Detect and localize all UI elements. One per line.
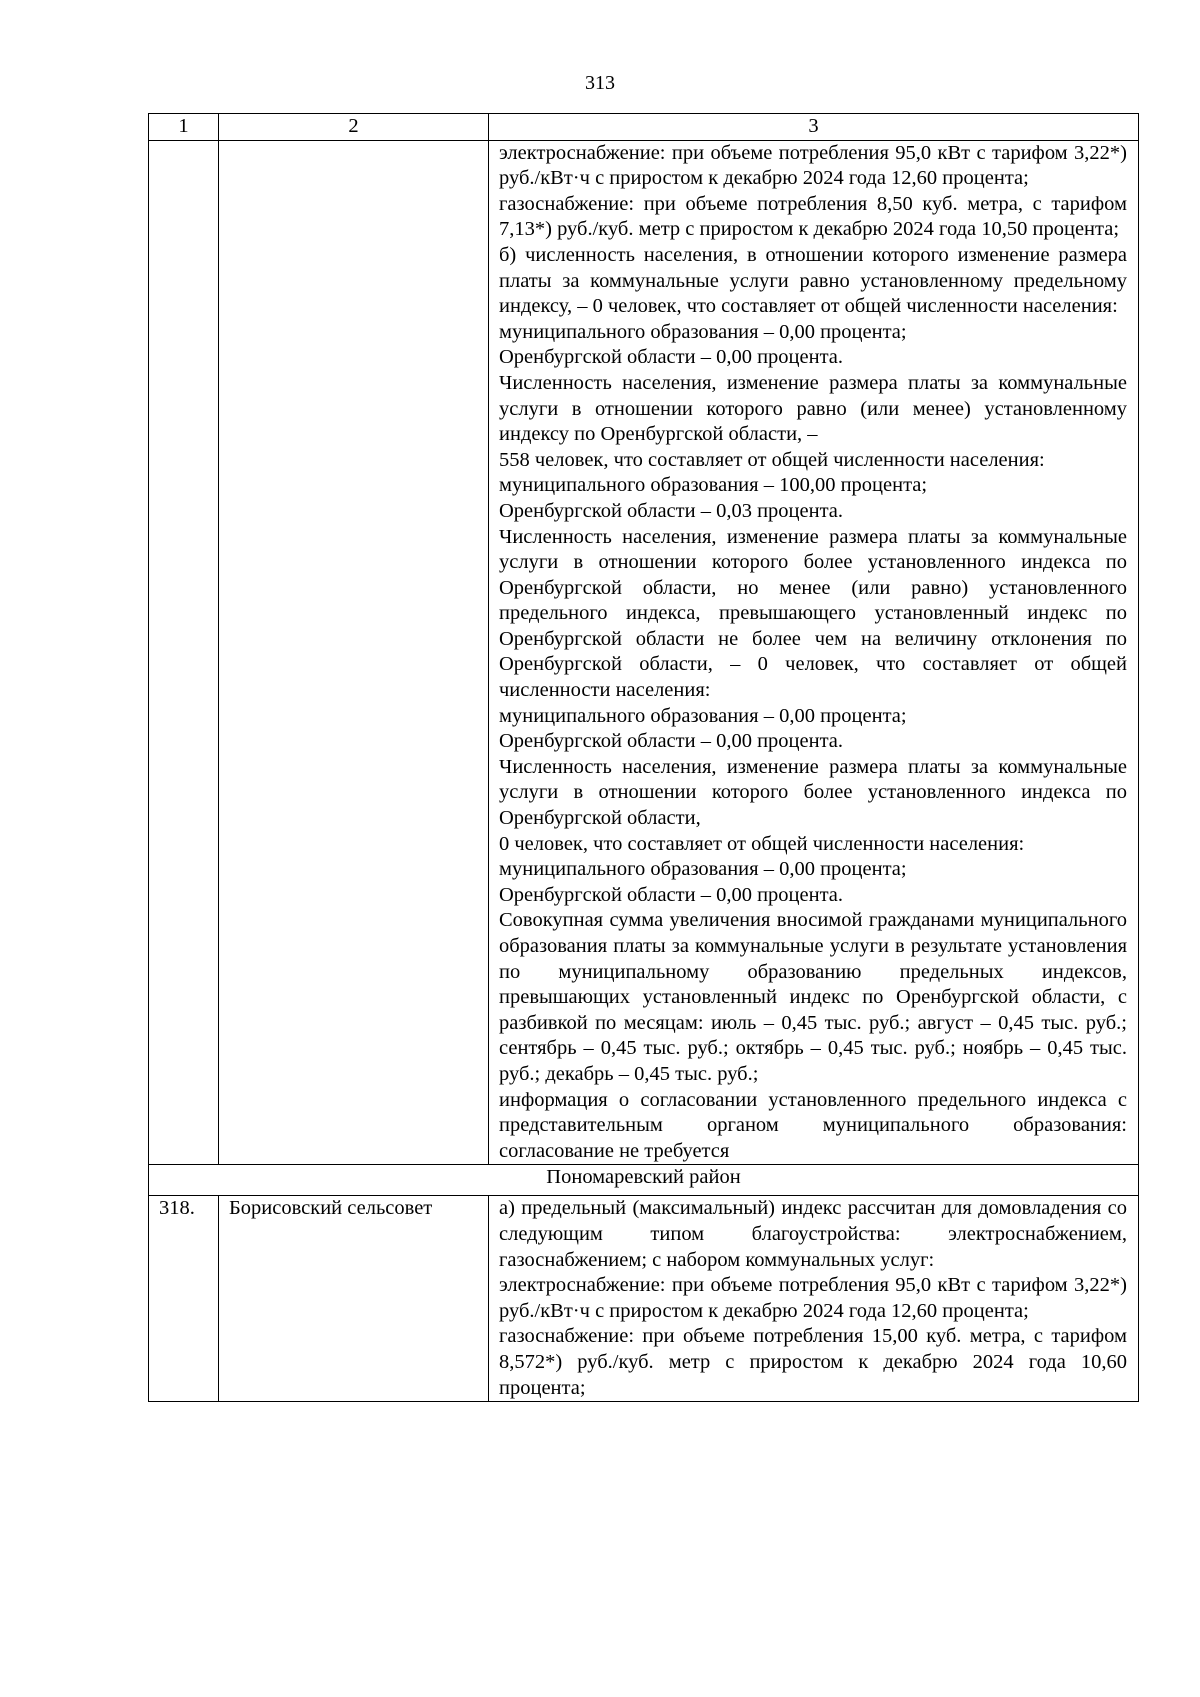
text-paragraph: 0 человек, что составляет от общей численности населения: <box>499 832 1025 855</box>
text-paragraph: Оренбургской области – 0,00 процента. <box>499 346 844 369</box>
page-number: 313 <box>585 72 615 94</box>
region-row <box>149 1165 1139 1196</box>
text-paragraph: муниципального образования – 0,00 процента; <box>499 704 907 727</box>
text-paragraph: информация о согласовании установленного предельного индекса с представительным органом муниципального образования: согласование не требуется <box>499 1088 1127 1162</box>
row-text-cell <box>489 140 1139 1165</box>
data-table <box>148 113 1139 1402</box>
text-paragraph: б) численность населения, в отношении которого изменение размера платы за коммунальные услуги равно установленному предельному индексу, – 0 человек, что составляет от общей численности населения: <box>499 243 1127 318</box>
row-number: 318. <box>149 1196 219 1402</box>
region-label: Пономаревский район <box>149 1165 1139 1196</box>
column-header-1: 1 <box>149 114 219 141</box>
text-paragraph: муниципального образования – 100,00 процента; <box>499 474 928 497</box>
text-paragraph: муниципального образования – 0,00 процента; <box>499 320 907 343</box>
column-header-3: 3 <box>489 114 1139 141</box>
text-paragraph: Оренбургской области – 0,00 процента. <box>499 730 844 753</box>
row-number-cell-empty <box>149 140 219 1165</box>
text-paragraph: Численность населения, изменение размера платы за коммунальные услуги в отношении которого более установленного индекса по Оренбургской области, <box>499 755 1127 830</box>
text-paragraph: муниципального образования – 0,00 процента; <box>499 858 907 881</box>
text-paragraph: Совокупная сумма увеличения вносимой гражданами муниципального образования платы за коммунальные услуги в результате установления по муниципальному образованию предельных индексов, превышающих установленный индекс по Оренбургской области, с разбивкой по месяцам: июль – 0,45 тыс. руб.; август – 0,45 тыс. руб.; сентябрь – 0,45 тыс. руб.; октябрь – 0,45 тыс. руб.; ноябрь – 0,45 тыс. руб.; декабрь – 0,45 тыс. руб.; <box>499 909 1127 1085</box>
text-paragraph: а) предельный (максимальный) индекс рассчитан для домовладения со следующим типом благоустройства: электроснабжением, газоснабжением; с набором коммунальных услуг: <box>499 1197 1127 1271</box>
text-paragraph: электроснабжение: при объеме потребления 95,0 кВт с тарифом 3,22*) руб./кВт·ч с приростом к декабрю 2024 года 12,60 процента; <box>499 1274 1127 1322</box>
row-text-cell <box>489 1196 1139 1402</box>
column-header-2: 2 <box>219 114 489 141</box>
table-row-318 <box>149 1196 1139 1402</box>
row-name-cell-empty <box>219 140 489 1165</box>
text-paragraph: электроснабжение: при объеме потребления 95,0 кВт с тарифом 3,22*) руб./кВт·ч с приростом к декабрю 2024 года 12,60 процента; <box>499 141 1127 190</box>
table-row-continuation <box>149 140 1139 1165</box>
text-paragraph: Численность населения, изменение размера платы за коммунальные услуги в отношении которого более установленного индекса по Оренбургской области, но менее (или равно) установленного предельного индекса, превышающего установленный индекс по Оренбургской области не более чем на величину отклонения по Оренбургской области, – 0 человек, что составляет от общей численности населения: <box>499 525 1127 702</box>
municipality-name: Борисовский сельсовет <box>219 1196 489 1402</box>
text-paragraph: Оренбургской области – 0,03 процента. <box>499 499 844 522</box>
table-header-row <box>149 114 1139 141</box>
text-paragraph: 558 человек, что составляет от общей численности населения: <box>499 448 1045 471</box>
text-paragraph: Оренбургской области – 0,00 процента. <box>499 883 844 906</box>
text-paragraph: Численность населения, изменение размера платы за коммунальные услуги в отношении которого равно (или менее) установленному индексу по Оренбургской области, – <box>499 371 1127 446</box>
text-paragraph: газоснабжение: при объеме потребления 8,50 куб. метра, с тарифом 7,13*) руб./куб. метр с приростом к декабрю 2024 года 10,50 процента; <box>499 192 1127 241</box>
text-paragraph: газоснабжение: при объеме потребления 15,00 куб. метра, с тарифом 8,572*) руб./куб. метр с приростом к декабрю 2024 года 10,60 процента; <box>499 1325 1127 1399</box>
